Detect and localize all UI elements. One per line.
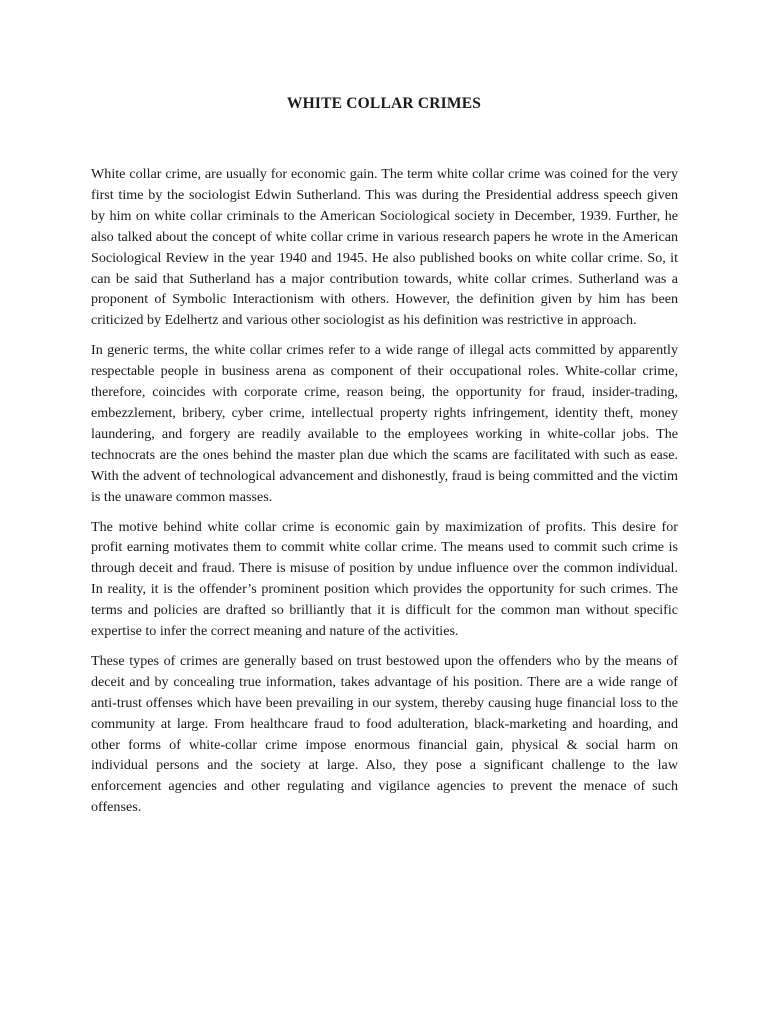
- document-title: WHITE COLLAR CRIMES: [286, 95, 482, 112]
- paragraph-origin: White collar crime, are usually for economic gain. The term white collar crime was coined for the very first time by the sociologist Edwin Sutherland. This was during the Presidential address speech given by him on white collar criminals to the American Sociological society in December, 1939. Further, he also talked about the concept of white collar crime in various research papers he wrote in the American Sociological Review in the year 1940 and 1945. He also published books on white collar crime. So, it can be said that Sutherland has a major contribution towards, white collar crimes. Sutherland was a proponent of Symbolic Interactionism with others. However, the definition given by him has been criticized by Edelhertz and various other sociologist as his definition was restrictive in approach.: [91, 166, 678, 329]
- document-body: [91, 164, 678, 827]
- paragraph-motive: The motive behind white collar crime is economic gain by maximization of profits. This desire for profit earning motivates them to commit white collar crime. The means used to commit such crime is through deceit and fraud. There is misuse of position by undue influence over the common individual. In reality, it is the offender’s prominent position which provides the opportunity for such crimes. The terms and policies are drafted so brilliantly that it is difficult for the common man without specific expertise to infer the correct meaning and nature of the activities.: [91, 518, 678, 640]
- paragraph-definition: In generic terms, the white collar crimes refer to a wide range of illegal acts committed by apparently respectable people in business arena as component of their occupational roles. White-collar crime, therefore, coincides with corporate crime, reason being, the opportunity for fraud, insider-trading, embezzlement, bribery, cyber crime, intellectual property rights infringement, identity theft, money laundering, and forgery are readily available to the employees working in white-collar jobs. The technocrats are the ones behind the master plan due which the scams are facilitated with such as ease. With the advent of technological advancement and dishonestly, fraud is being committed and the victim is the unaware common masses.: [91, 342, 678, 505]
- paragraph-impact: These types of crimes are generally based on trust bestowed upon the offenders who by the means of deceit and by concealing true information, takes advantage of his position. There are a wide range of anti-trust offenses which have been prevailing in our system, thereby causing huge financial loss to the community at large. From healthcare fraud to food adulteration, black-marketing and hoarding, and other forms of white-collar crime impose enormous financial gain, physical & social harm on individual persons and the society at large. Also, they pose a significant challenge to the law enforcement agencies and other regulating and vigilance agencies to prevent the menace of such offenses.: [91, 652, 678, 816]
